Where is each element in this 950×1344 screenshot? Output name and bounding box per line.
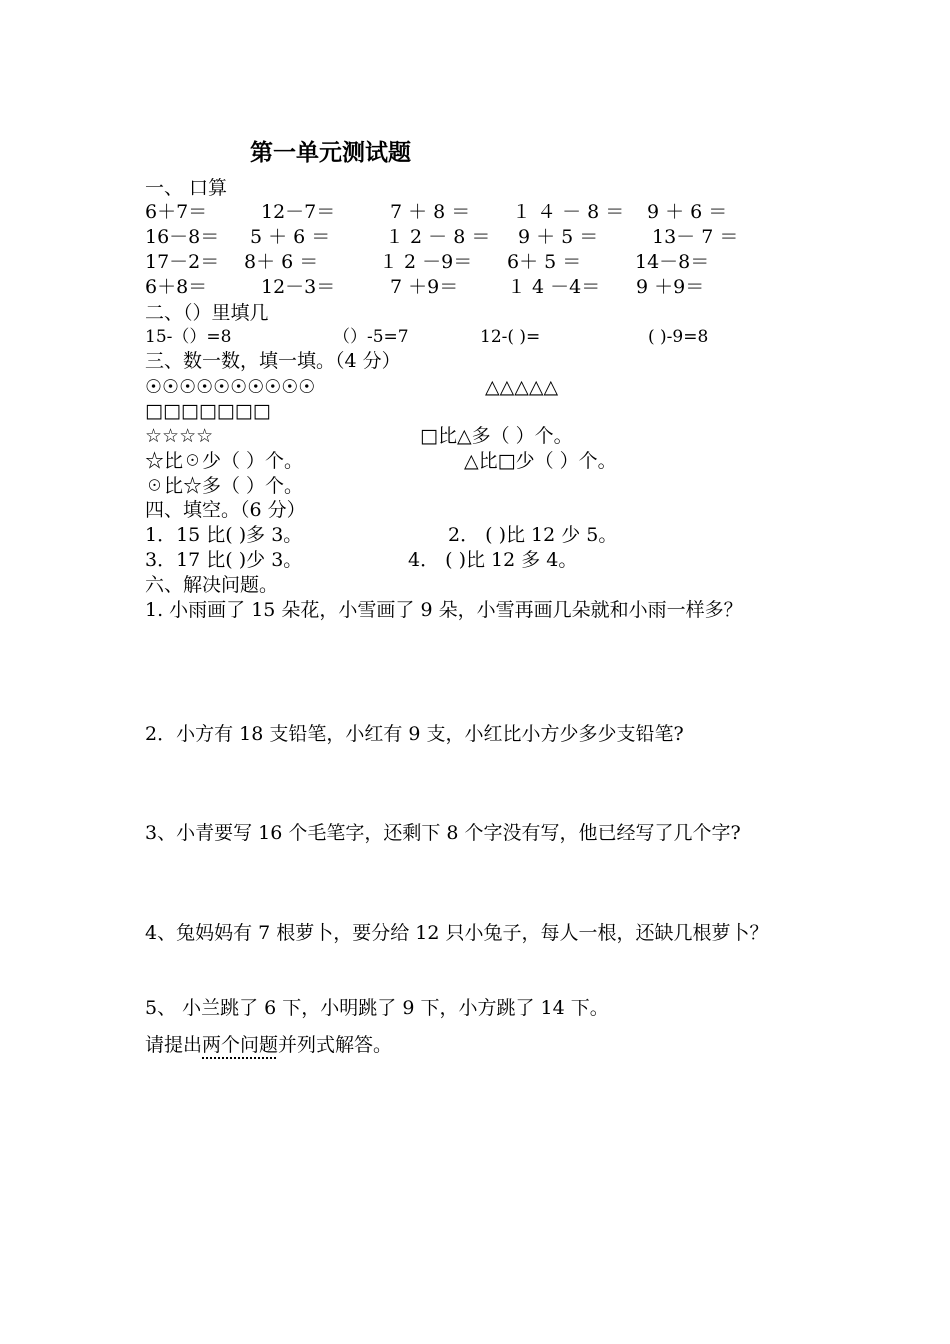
arith-cell: 7 ＋ 8 ＝ xyxy=(390,201,471,223)
arith-cell: 5 ＋ 6 ＝ xyxy=(250,226,331,248)
compare-question: □比△多（ ）个。 xyxy=(420,425,573,447)
arith-cell: 16－8＝ xyxy=(145,226,220,248)
arith-cell: 14－8＝ xyxy=(635,251,710,273)
compare-question: ☆比☉少（ ）个。 xyxy=(145,450,304,472)
arith-cell: 6＋8＝ xyxy=(145,276,208,298)
fill-item: 4． ( )比 12 多 4。 xyxy=(408,549,578,571)
triangles-row: △△△△△ xyxy=(485,376,559,398)
fill-item: 3．17 比( )少 3。 xyxy=(145,549,303,571)
section2-heading: 二、（）里填几 xyxy=(145,302,269,324)
arith-cell: １ 2 －9＝ xyxy=(379,251,473,273)
section6-heading: 六、解决问题。 xyxy=(145,574,279,596)
fill-blank-item: 12-( )= xyxy=(480,327,541,347)
arith-cell: １ 2 － 8 ＝ xyxy=(385,226,491,248)
arith-cell: 8＋ 6 ＝ xyxy=(244,251,319,273)
section3-heading: 三、数一数，填一填。（4 分） xyxy=(145,350,401,372)
squares-row: □□□□□□□ xyxy=(145,400,271,422)
section1-heading: 一、 口算 xyxy=(145,177,228,199)
arith-cell: 6＋ 5 ＝ xyxy=(507,251,582,273)
circles-row: ☉☉☉☉☉☉☉☉☉☉ xyxy=(145,376,316,398)
arith-cell: 9 ＋9＝ xyxy=(636,276,705,298)
prompt-text: 请提出 xyxy=(145,1034,203,1056)
arith-cell: 12－7＝ xyxy=(261,201,336,223)
compare-question: ☉比☆多（ ）个。 xyxy=(145,475,304,497)
arith-cell: 6＋7＝ xyxy=(145,201,208,223)
arith-cell: 9 ＋ 5 ＝ xyxy=(518,226,599,248)
fill-item: 2． ( )比 12 少 5。 xyxy=(448,524,618,546)
word-problem: 5、 小兰跳了 6 下，小明跳了 9 下，小方跳了 14 下。 xyxy=(145,997,609,1019)
fill-blank-item: 15-（）=8 xyxy=(145,327,232,347)
emphasized-text: 两个问题 xyxy=(202,1034,279,1056)
arith-cell: 17－2＝ xyxy=(145,251,220,273)
arith-cell: １ ４ － 8 ＝ xyxy=(512,201,625,223)
arith-cell: 13－ 7 ＝ xyxy=(652,226,739,248)
page-title: 第一单元测试题 xyxy=(250,139,411,166)
compare-question: △比□少（ ）个。 xyxy=(464,450,617,472)
arith-cell: １ 4 －4＝ xyxy=(507,276,601,298)
prompt-text: 并列式解答。 xyxy=(278,1034,393,1056)
stars-row: ☆☆☆☆ xyxy=(145,425,214,447)
word-problem: 3、小青要写 16 个毛笔字，还剩下 8 个字没有写，他已经写了几个字? xyxy=(145,822,741,844)
section4-heading: 四、填空。（6 分） xyxy=(145,499,306,521)
word-problem-prompt xyxy=(145,1034,392,1056)
fill-item: 1．15 比( )多 3。 xyxy=(145,524,303,546)
arith-cell: 7 ＋9＝ xyxy=(390,276,459,298)
arith-cell: 12－3＝ xyxy=(261,276,336,298)
arith-cell: 9 ＋ 6 ＝ xyxy=(647,201,728,223)
word-problem: 2．小方有 18 支铅笔，小红有 9 支，小红比小方少多少支铅笔? xyxy=(145,723,684,745)
word-problem: 4、兔妈妈有 7 根萝卜，要分给 12 只小兔子，每人一根，还缺几根萝卜？ xyxy=(145,922,769,944)
word-problem: 1. 小雨画了 15 朵花，小雪画了 9 朵，小雪再画几朵就和小雨一样多？ xyxy=(145,599,743,621)
fill-blank-item: ( )-9=8 xyxy=(648,327,709,347)
fill-blank-item: （）-5=7 xyxy=(333,327,409,347)
